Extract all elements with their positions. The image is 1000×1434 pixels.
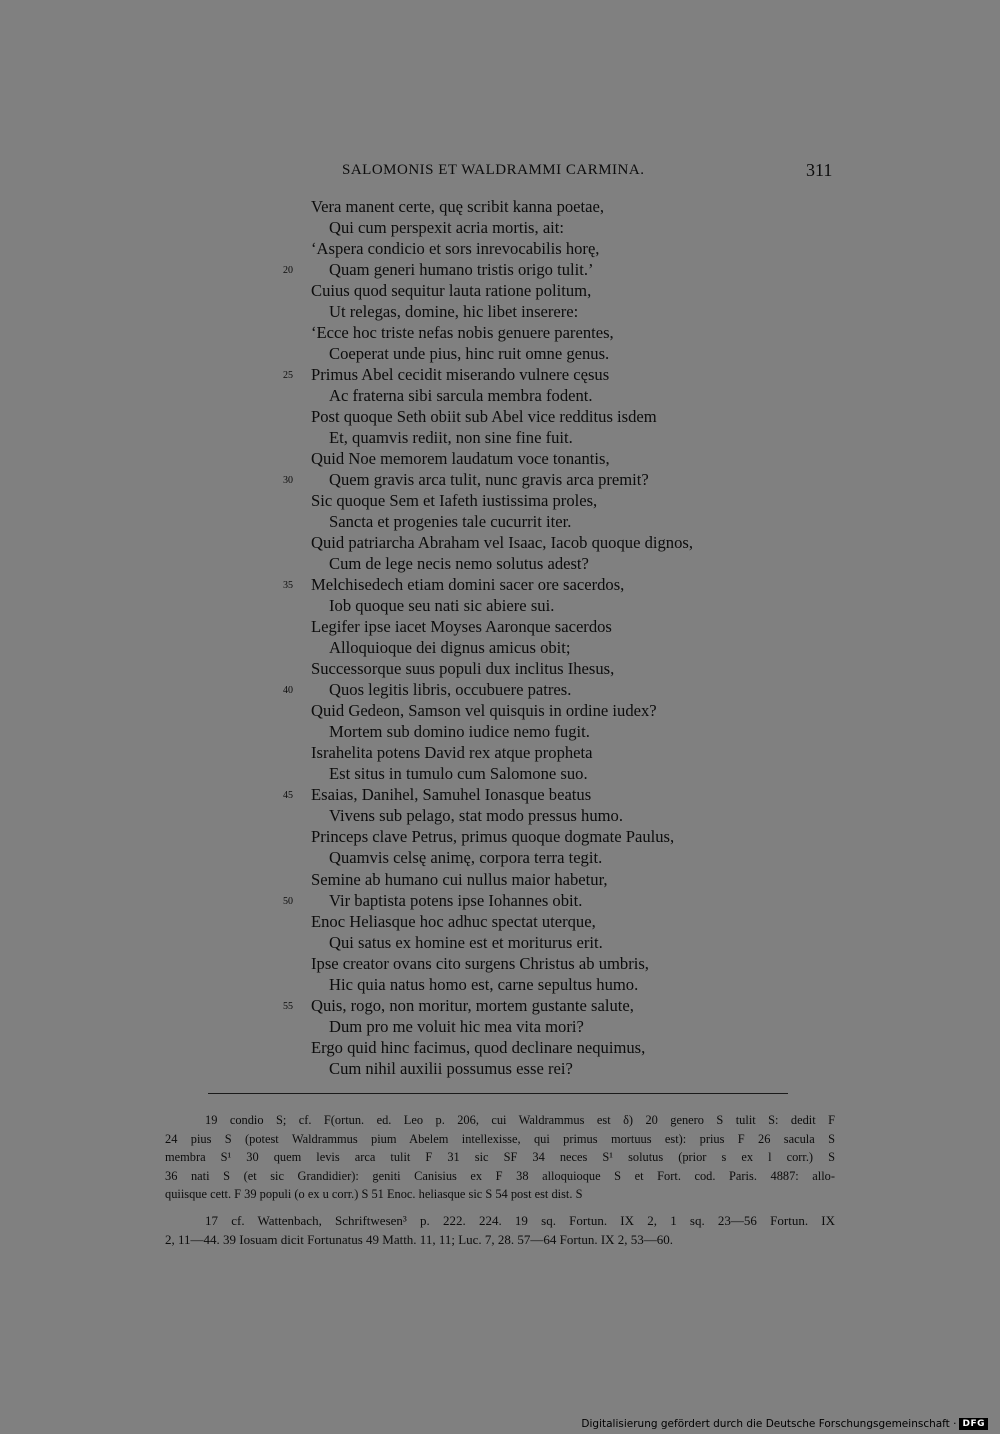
verse-line (0, 679, 1000, 700)
verse-line (0, 1016, 1000, 1037)
note-line: 24 pius S (potest Waldrammus pium Abelem intellexisse, qui primus mortuus est): prius F 26 sacula S (165, 1131, 835, 1146)
note-line: 36 nati S (et sic Grandidier): geniti Canisius ex F 38 alloquioque S et Fort. cod. Paris. 4887: allo- (165, 1168, 835, 1183)
verse-text: Ergo quid hinc facimus, quod declinare nequimus, (311, 1037, 646, 1057)
running-title: SALOMONIS ET WALDRAMMI CARMINA. (342, 162, 645, 178)
line-number: 25 (283, 370, 293, 382)
verse-line (0, 469, 1000, 490)
verse-line (0, 890, 1000, 911)
verse-line (0, 301, 1000, 322)
verse-line (0, 406, 1000, 427)
verse-line (0, 217, 1000, 238)
footnote-divider (208, 1093, 788, 1094)
verse-text: Melchisedech etiam domini sacer ore sacerdos, (311, 575, 625, 595)
verse-text: Quem gravis arca tulit, nunc gravis arca premit? (329, 470, 649, 490)
verse-line (0, 1037, 1000, 1058)
note-line: membra S¹ 30 quem levis arca tulit F 31 sic SF 34 neces S¹ solutus (prior s ex l corr.) S (165, 1150, 835, 1164)
verse-text: Qui satus ex homine est et moriturus erit. (329, 932, 603, 952)
verse-line (0, 364, 1000, 385)
verse-line (0, 658, 1000, 679)
dfg-logo: DFG (959, 1418, 988, 1430)
verse-line (0, 911, 1000, 932)
verse-text: Legifer ipse iacet Moyses Aaronque sacerdos (311, 617, 612, 637)
verse-text: Ut relegas, domine, hic libet inserere: (329, 302, 579, 322)
verse-line (0, 805, 1000, 826)
source-notes (165, 1212, 835, 1249)
verse-line (0, 259, 1000, 280)
line-number: 55 (283, 1000, 293, 1012)
line-number: 30 (283, 475, 293, 487)
verse-text: Et, quamvis rediit, non sine fine fuit. (329, 428, 573, 448)
verse-text: Cuius quod sequitur lauta ratione politum, (311, 281, 592, 301)
verse-text: Quid Noe memorem laudatum voce tonantis, (311, 449, 610, 469)
note-line: 2, 11—44. 39 Iosuam dicit Fortunatus 49 Matth. 11, 11; Luc. 7, 28. 57—64 Fortun. IX 2, 53—60. (165, 1231, 674, 1247)
verse-line (0, 932, 1000, 953)
verse-line (0, 826, 1000, 847)
critical-apparatus (165, 1111, 835, 1204)
verse-line (0, 742, 1000, 763)
running-head (0, 160, 1000, 184)
verse-text: Qui cum perspexit acria mortis, ait: (329, 218, 565, 238)
line-number: 40 (283, 685, 293, 697)
line-number: 20 (283, 265, 293, 277)
verse-text: Quid Gedeon, Samson vel quisquis in ordine iudex? (311, 701, 657, 721)
verse-text: Sancta et progenies tale cucurrit iter. (329, 512, 572, 532)
verse-text: Quis, rogo, non moritur, mortem gustante salute, (311, 995, 634, 1015)
verse-line (0, 280, 1000, 301)
verse-text: ‘Aspera condicio et sors inrevocabilis horę, (311, 239, 600, 259)
verse-text: Mortem sub domino iudice nemo fugit. (329, 722, 590, 742)
verse-line (0, 427, 1000, 448)
verse-line (0, 616, 1000, 637)
verse-line (0, 784, 1000, 805)
verse-line (0, 553, 1000, 574)
verse-line (0, 448, 1000, 469)
verse-text: Iob quoque seu nati sic abiere sui. (329, 596, 555, 616)
verse-line (0, 847, 1000, 868)
verse-line (0, 322, 1000, 343)
note-line: quiisque cett. F 39 populi (o ex u corr.) S 51 Enoc. heliasque sic S 54 post est dist. S (165, 1187, 583, 1201)
verse-line (0, 1058, 1000, 1079)
verse-text: Sic quoque Sem et Iafeth iustissima proles, (311, 491, 598, 511)
verse-text: Coeperat unde pius, hinc ruit omne genus. (329, 344, 610, 364)
note-line: 17 cf. Wattenbach, Schriftwesen³ p. 222. 224. 19 sq. Fortun. IX 2, 1 sq. 23—56 Fortun. IX (205, 1213, 835, 1228)
verse-text: Quam generi humano tristis origo tulit.’ (329, 260, 594, 280)
verse-line (0, 721, 1000, 742)
verse-text: Esaias, Danihel, Samuhel Ionasque beatus (311, 785, 592, 805)
note-line: 19 condio S; cf. F(ortun. ed. Leo p. 206, cui Waldrammus est δ) 20 genero S tulit S: dedit F (205, 1113, 835, 1127)
verse-text: Cum de lege necis nemo solutus adest? (329, 554, 589, 574)
verse-text: Est situs in tumulo cum Salomone suo. (329, 764, 588, 784)
verse-text: Israhelita potens David rex atque propheta (311, 743, 593, 763)
verse-line (0, 196, 1000, 217)
verse-text: Primus Abel cecidit miserando vulnere cęsus (311, 365, 610, 385)
verse-line (0, 574, 1000, 595)
verse-text: Dum pro me voluit hic mea vita mori? (329, 1016, 584, 1036)
verse-line (0, 595, 1000, 616)
verse-line (0, 953, 1000, 974)
verse-line (0, 995, 1000, 1016)
verse-line (0, 238, 1000, 259)
verse-line (0, 869, 1000, 890)
verse-text: Cum nihil auxilii possumus esse rei? (329, 1058, 573, 1078)
verse-text: Quamvis celsę animę, corpora terra tegit. (329, 848, 603, 868)
verse-line (0, 763, 1000, 784)
verse-text: Successorque suus populi dux inclitus Ihesus, (311, 659, 615, 679)
verse-text: ‘Ecce hoc triste nefas nobis genuere parentes, (311, 323, 614, 343)
verse-text: Ipse creator ovans cito surgens Christus ab umbris, (311, 953, 649, 973)
verse-line (0, 637, 1000, 658)
verse-text: Quos legitis libris, occubuere patres. (329, 680, 572, 700)
verse-text: Post quoque Seth obiit sub Abel vice redditus isdem (311, 407, 657, 427)
verse-line (0, 385, 1000, 406)
verse-line (0, 511, 1000, 532)
verse-text: Alloquioque dei dignus amicus obit; (329, 638, 571, 658)
digitization-footer (581, 1418, 988, 1430)
line-number: 35 (283, 580, 293, 592)
line-number: 45 (283, 790, 293, 802)
verse-text: Vera manent certe, quę scribit kanna poetae, (311, 197, 605, 216)
verse-text: Hic quia natus homo est, carne sepultus humo. (329, 974, 639, 994)
verse-text: Enoc Heliasque hoc adhuc spectat uterque, (311, 911, 596, 931)
verse-line (0, 974, 1000, 995)
verse-text: Vir baptista potens ipse Iohannes obit. (329, 890, 583, 910)
footer-text: Digitalisierung gefördert durch die Deutsche Forschungsgemeinschaft · (581, 1418, 957, 1430)
verse-text: Quid patriarcha Abraham vel Isaac, Iacob quoque dignos, (311, 533, 693, 553)
verse-line (0, 532, 1000, 553)
verse-text: Princeps clave Petrus, primus quoque dogmate Paulus, (311, 827, 675, 847)
page-number: 311 (806, 160, 833, 180)
verse-line (0, 490, 1000, 511)
verse-text: Ac fraterna sibi sarcula membra fodent. (329, 386, 593, 406)
verse-line (0, 343, 1000, 364)
verse-text: Vivens sub pelago, stat modo pressus humo. (329, 806, 623, 826)
verse-text: Semine ab humano cui nullus maior habetur, (311, 869, 608, 889)
verse-line (0, 700, 1000, 721)
poem-text (0, 196, 1000, 1079)
line-number: 50 (283, 895, 293, 907)
